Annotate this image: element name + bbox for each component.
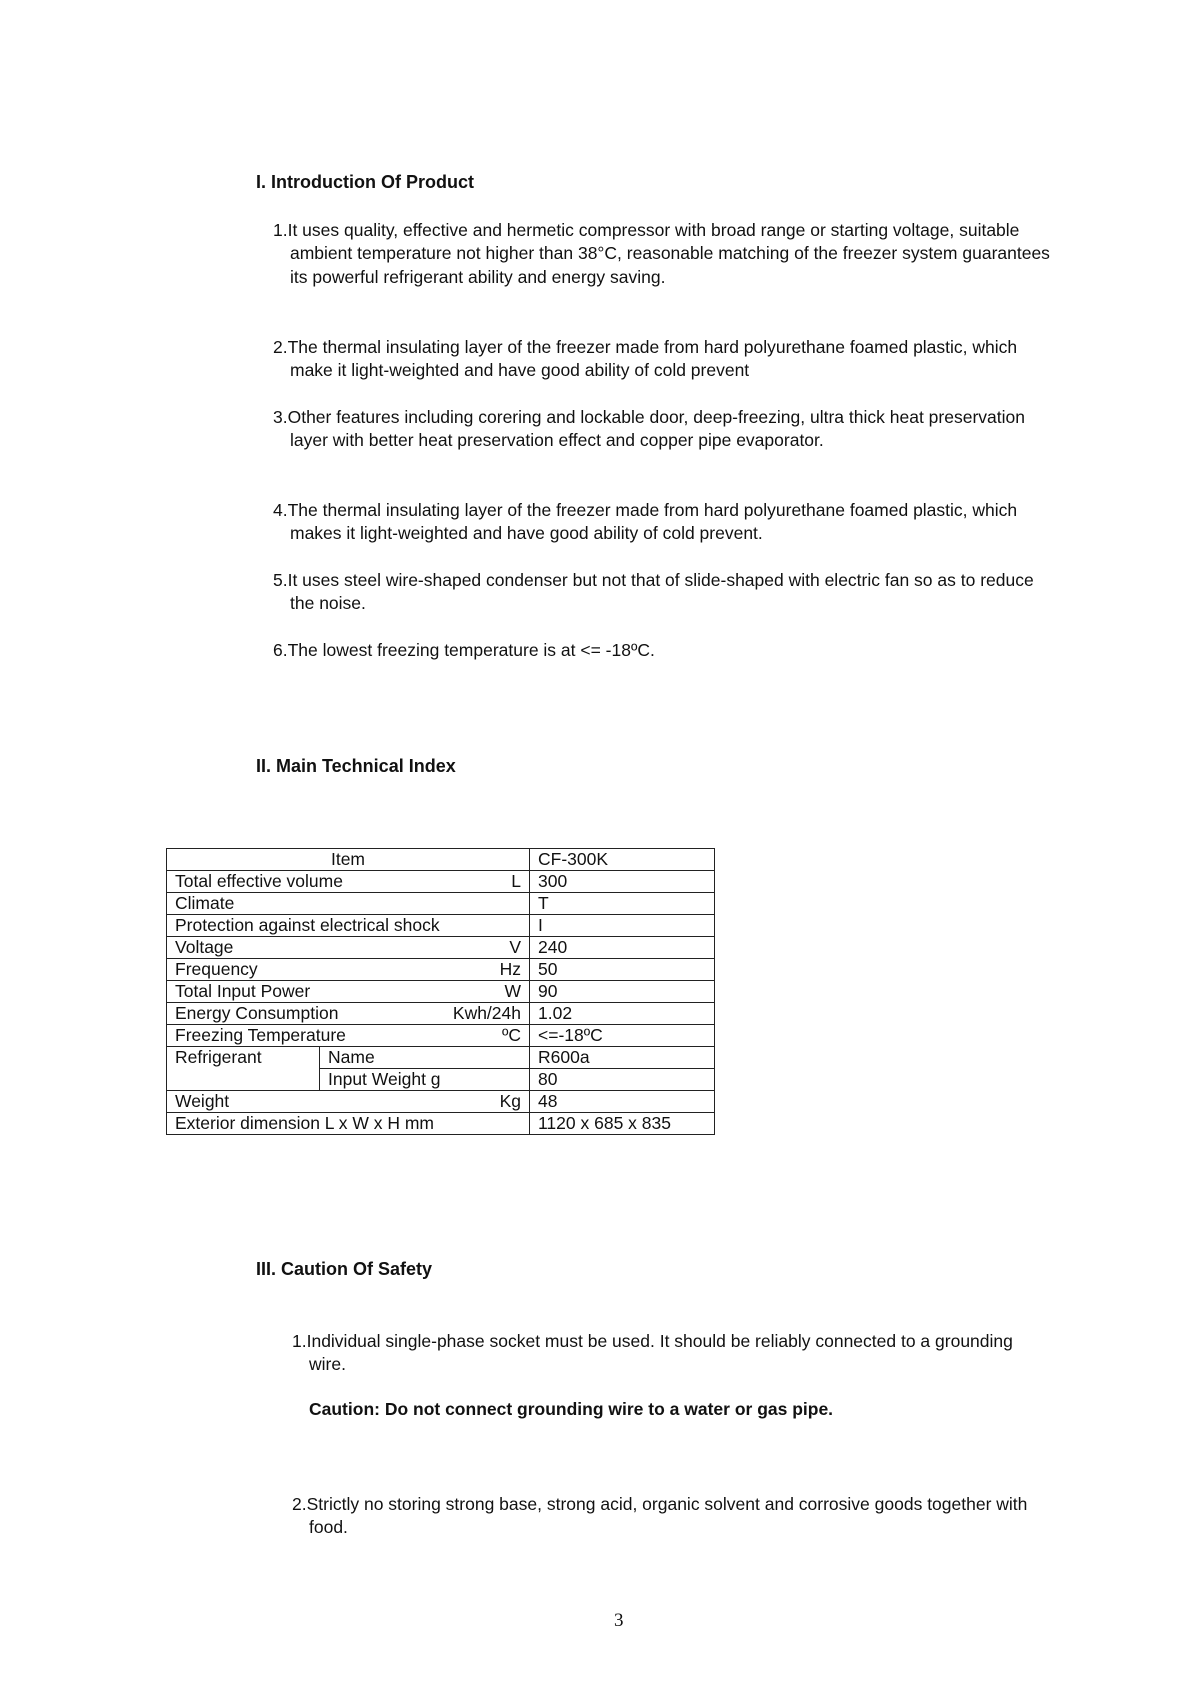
safety-item-1: 1.Individual single-phase socket must be used. It should be reliably connected to a grounding wire. <box>292 1331 1013 1375</box>
table-header-row <box>167 849 715 871</box>
row-unit: V <box>509 937 521 957</box>
row-value: I <box>530 915 715 937</box>
section-heading-technical-index: II. Main Technical Index <box>256 756 456 776</box>
row-label: Total Input Power <box>175 981 311 1001</box>
row-value: 1120 x 685 x 835 <box>530 1113 715 1135</box>
row-label: Energy Consumption <box>175 1003 339 1023</box>
table-row <box>167 915 715 937</box>
row-value: 48 <box>530 1091 715 1113</box>
table-row <box>167 1003 715 1025</box>
row-value: 1.02 <box>530 1003 715 1025</box>
section-heading-introduction: I. Introduction Of Product <box>256 172 474 192</box>
table-row <box>167 1091 715 1113</box>
table-row <box>167 1025 715 1047</box>
refrigerant-weight-label: Input Weight g <box>320 1069 530 1091</box>
row-label: Freezing Temperature <box>175 1025 346 1045</box>
table-row <box>167 1113 715 1135</box>
intro-item-3: 3.Other features including corering and lockable door, deep-freezing, ultra thick heat preservation layer with better heat preservation effect and copper pipe evaporator. <box>273 407 1025 451</box>
refrigerant-name-label: Name <box>320 1047 530 1069</box>
row-value: 240 <box>530 937 715 959</box>
refrigerant-name-value: R600a <box>530 1047 715 1069</box>
refrigerant-label: Refrigerant <box>167 1047 320 1091</box>
intro-item-2: 2.The thermal insulating layer of the freezer made from hard polyurethane foamed plastic, which make it light-weighted and have good ability of cold prevent <box>273 337 1018 381</box>
table-row <box>167 937 715 959</box>
row-unit: Kwh/24h <box>452 1003 521 1023</box>
row-label: Voltage <box>175 937 234 957</box>
row-unit: ºC <box>501 1025 521 1045</box>
row-label: Climate <box>175 893 235 913</box>
table-row <box>167 981 715 1003</box>
row-value: <=-18ºC <box>530 1025 715 1047</box>
row-label: Exterior dimension L x W x H mm <box>175 1113 434 1133</box>
header-item: Item <box>167 849 530 871</box>
row-label: Total effective volume <box>175 871 343 891</box>
row-unit: Hz <box>499 959 521 979</box>
caution-note: Caution: Do not connect grounding wire to a water or gas pipe. <box>309 1399 834 1419</box>
row-label: Frequency <box>175 959 258 979</box>
intro-item-4: 4.The thermal insulating layer of the freezer made from hard polyurethane foamed plastic, which makes it light-weighted and have good ability of cold prevent. <box>273 500 1018 544</box>
row-unit: L <box>511 871 521 891</box>
row-label: Protection against electrical shock <box>175 915 440 935</box>
row-unit: W <box>504 981 521 1001</box>
safety-item-2: 2.Strictly no storing strong base, strong acid, organic solvent and corrosive goods together with food. <box>292 1494 1028 1538</box>
table-row <box>167 959 715 981</box>
row-label: Weight <box>175 1091 230 1111</box>
row-value: 90 <box>530 981 715 1003</box>
intro-item-5: 5.It uses steel wire-shaped condenser but not that of slide-shaped with electric fan so as to reduce the noise. <box>273 570 1034 614</box>
section-heading-caution-of-safety: III. Caution Of Safety <box>256 1259 433 1279</box>
row-value: 300 <box>530 871 715 893</box>
refrigerant-weight-value: 80 <box>530 1069 715 1091</box>
intro-item-1: 1.It uses quality, effective and hermetic compressor with broad range or starting voltage, suitable ambient temperature not higher than 38°C, reasonable matching of the freezer system guarantees its powerful refrigerant ability and energy saving. <box>273 220 1050 287</box>
table-row <box>167 893 715 915</box>
row-unit: Kg <box>499 1091 521 1111</box>
intro-item-6: 6.The lowest freezing temperature is at <= -18ºC. <box>273 640 655 660</box>
row-value: 50 <box>530 959 715 981</box>
table-row-refrigerant <box>167 1047 715 1069</box>
table-row <box>167 871 715 893</box>
header-model: CF-300K <box>530 849 715 871</box>
page-number: 3 <box>614 1610 624 1631</box>
row-value: T <box>530 893 715 915</box>
technical-index-table <box>166 848 715 1135</box>
